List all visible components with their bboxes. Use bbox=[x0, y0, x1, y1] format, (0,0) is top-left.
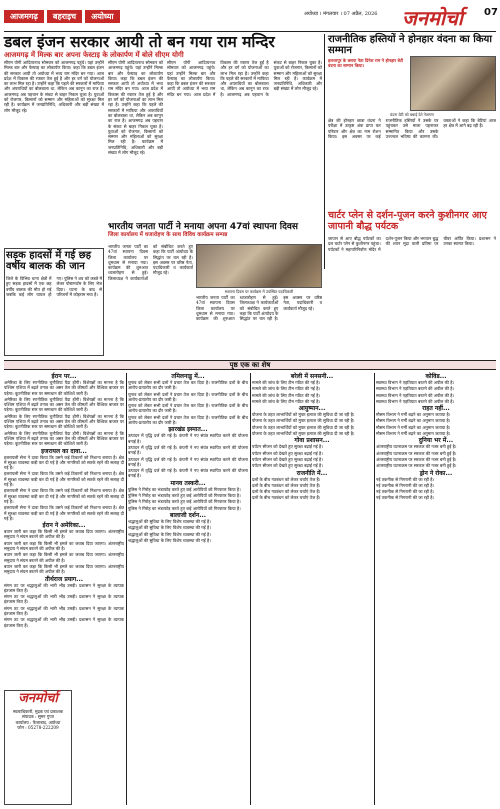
header-rule bbox=[4, 31, 496, 32]
feature-section-text: पर्यटन सीजन को देखते हुए सुरक्षा बढ़ाई गई है। bbox=[252, 444, 323, 450]
feature-section-text: चुनाव को लेकर सभी दलों ने प्रचार तेज कर दिया है। राजनीतिक दलों के बीच आरोप-प्रत्यारोप का दौर जारी है। bbox=[128, 414, 248, 426]
feature-section-text: पर्यटन सीजन को देखते हुए सुरक्षा बढ़ाई गई है। bbox=[252, 456, 323, 462]
story4-headline-block bbox=[108, 222, 324, 240]
feature-section-text: इजरायली सेना ने दावा किया कि उसने कई ठिकानों को निशाना बनाया है। क्षेत्र में सुरक्षा व्यवस्था कड़ी कर दी गई है और नागरिकों को सतर्क रहने की सलाह दी गई है। bbox=[4, 471, 124, 488]
feature-section-text: दलों के बीच गठबंधन को लेकर चर्चाएं तेज हैं। bbox=[252, 495, 321, 501]
feature-section-text: अमेरिका के लिए रणनीतिक चुनौतियां पैदा होंगी। विशेषज्ञों का मानना है कि पश्चिम एशिया में बढ़ते तनाव का असर तेल की कीमतों और वैश्विक बाजार पर पड़ेगा। कूटनीतिक स्तर पर समाधान की कोशिशें जारी हैं। bbox=[4, 413, 124, 430]
story4-body-col2: भारतीय जनता पार्टी का 47वां स्थापना दिवस जिला कार्यालय पर धूमधाम से मनाया गया। कार्यक्रम की शुरुआत ध्वजारोहण से हुई। जिलाध्यक्ष ने कार्यकर्ताओं को संबोधित करते हुए कहा कि पार्टी अंत्योदय के सिद्धांत पर चल रही है। इस अवसर पर वरिष्ठ नेता, पदाधिकारी व कार्यकर्ता मौजूद रहे। bbox=[196, 295, 322, 322]
masthead-line: फोन : 05278-222209 bbox=[17, 724, 59, 730]
story4-photo bbox=[196, 244, 322, 288]
feature-section-text: उत्पादन में वृद्धि दर्ज की गई है। कंपनी ने नए संयंत्र स्थापित करने की योजना बनाई है। bbox=[128, 444, 248, 456]
feature-section-title: ईरान ने अमेरिका... bbox=[42, 522, 86, 530]
feature-section-text: संगम तट पर श्रद्धालुओं की भारी भीड़ उमड़ी। प्रशासन ने सुरक्षा के व्यापक इंतजाम किए हैं। bbox=[4, 617, 124, 628]
feature-section-text: दलों के बीच गठबंधन को लेकर चर्चाएं तेज हैं। bbox=[252, 476, 321, 482]
feature-section-text: मामले की जांच के लिए टीम गठित की गई है। bbox=[252, 398, 321, 404]
story4-headline: भारतीय जनता पार्टी ने मनाया अपना 47वां स्थापना दिवस bbox=[108, 222, 298, 232]
feature-section-text: मौसम विभाग ने गर्मी बढ़ने का अनुमान जताया है। bbox=[376, 418, 451, 424]
feature-section-text: योजना के तहत लाभार्थियों को मुफ्त इलाज की सुविधा दी जा रही है। bbox=[252, 418, 355, 424]
feature-section-text: अमेरिका के लिए रणनीतिक चुनौतियां पैदा होंगी। विशेषज्ञों का मानना है कि पश्चिम एशिया में बढ़ते तनाव का असर तेल की कीमतों और वैश्विक बाजार पर पड़ेगा। कूटनीतिक स्तर पर समाधान की कोशिशें जारी हैं। bbox=[4, 380, 124, 396]
feature-section-title: दुनिया भर में... bbox=[418, 437, 454, 445]
story1-subhead: आजमगढ़ में मिल्क बार अपना फेस्टाइ के लोकार्पण में बोले सीएम योगी bbox=[4, 51, 184, 59]
masthead-line: संपादक : सुमन गुप्ता bbox=[22, 714, 54, 720]
feature-section-text: स्वास्थ्य विभाग ने एहतियात बरतने की अपील की है। bbox=[376, 398, 455, 404]
story2-block bbox=[328, 34, 496, 56]
feature-section-text: मामले की जांच के लिए टीम गठित की गई है। bbox=[252, 380, 321, 385]
continuation-banner bbox=[4, 360, 496, 370]
feature-section-text: उत्पादन में वृद्धि दर्ज की गई है। कंपनी ने नए संयंत्र स्थापित करने की योजना बनाई है। bbox=[128, 433, 248, 444]
feature-section-text: अंतरराष्ट्रीय घटनाक्रम पर सरकार की नजर बनी हुई है। bbox=[376, 444, 457, 450]
page-header bbox=[4, 4, 496, 30]
feature-section-text: योजना के तहत लाभार्थियों को मुफ्त इलाज की सुविधा दी जा रही है। bbox=[252, 424, 355, 430]
feature-section-text: अमेरिका के लिए रणनीतिक चुनौतियां पैदा होंगी। विशेषज्ञों का मानना है कि पश्चिम एशिया में बढ़ते तनाव का असर तेल की कीमतों और वैश्विक बाजार पर पड़ेगा। कूटनीतिक स्तर पर समाधान की कोशिशें जारी हैं। bbox=[4, 396, 124, 413]
feature-section-text: मामले की जांच के लिए टीम गठित की गई है। bbox=[252, 386, 321, 392]
feature-section-text: चुनाव को लेकर सभी दलों ने प्रचार तेज कर दिया है। राजनीतिक दलों के बीच आरोप-प्रत्यारोप का दौर जारी है। bbox=[128, 403, 248, 414]
feature-column bbox=[128, 373, 248, 805]
masthead-line: कार्यालय : फैजाबाद, अयोध्या bbox=[15, 719, 61, 725]
feature-section-text: पर्यटन सीजन को देखते हुए सुरक्षा बढ़ाई गई है। bbox=[252, 463, 323, 469]
feature-column bbox=[252, 373, 372, 805]
feature-section-text: चुनाव को लेकर सभी दलों ने प्रचार तेज कर दिया है। राजनीतिक दलों के बीच आरोप-प्रत्यारोप का दौर जारी है। bbox=[128, 391, 248, 402]
feature-section-text: इजरायली सेना ने दावा किया कि उसने कई ठिकानों को निशाना बनाया है। क्षेत्र में सुरक्षा व्यवस्था कड़ी कर दी गई है और नागरिकों को सतर्क रहने की सलाह दी गई है। bbox=[4, 454, 124, 471]
column-divider bbox=[126, 373, 127, 805]
feature-section-text: संगम तट पर श्रद्धालुओं की भारी भीड़ उमड़ी। प्रशासन ने सुरक्षा के व्यापक इंतजाम किए हैं। bbox=[4, 605, 124, 616]
feature-section-title: मानव तस्करी... bbox=[170, 479, 206, 487]
feature-section-title: राहत नहीं... bbox=[422, 405, 450, 413]
feature-section-text: श्रद्धालुओं की सुविधा के लिए विशेष व्यवस्था की गई है। bbox=[128, 525, 211, 531]
feature-section-title: राजनीति में... bbox=[296, 469, 328, 477]
feature-section-text: पुलिस ने गिरोह का भंडाफोड़ करते हुए कई आरोपियों को गिरफ्तार किया है। bbox=[128, 493, 241, 499]
feature-section-text: अमेरिका के लिए रणनीतिक चुनौतियां पैदा होंगी। विशेषज्ञों का मानना है कि पश्चिम एशिया में बढ़ते तनाव का असर तेल की कीमतों और वैश्विक बाजार पर पड़ेगा। कूटनीतिक स्तर पर समाधान की कोशिशें जारी हैं। bbox=[4, 430, 124, 447]
feature-section-text: पुलिस ने गिरोह का भंडाफोड़ करते हुए कई आरोपियों को गिरफ्तार किया है। bbox=[128, 486, 241, 492]
feature-section-title: आयुष्मान... bbox=[298, 405, 326, 413]
feature-section-text: मौसम विभाग ने गर्मी बढ़ने का अनुमान जताया है। bbox=[376, 424, 451, 430]
feature-section-text: अंतरराष्ट्रीय घटनाक्रम पर सरकार की नजर बनी हुई है। bbox=[376, 450, 457, 456]
story1-headline-block bbox=[4, 34, 322, 58]
feature-section-text: पर्यटन सीजन को देखते हुए सुरक्षा बढ़ाई गई है। bbox=[252, 450, 323, 456]
feature-section-text: पुलिस ने गिरोह का भंडाफोड़ करते हुए कई आरोपियों को गिरफ्तार किया है। bbox=[128, 505, 241, 511]
story2-lead: हलधरपुर के बसपा नेता दिनेश राम ने होनहार बेटी वंदना का सम्मान किया। bbox=[328, 58, 404, 69]
tab-azamgarh[interactable]: आजमगढ़ bbox=[4, 10, 44, 23]
story2-body: क्षेत्र की होनहार छात्रा वंदना ने परीक्षा में उत्कृष्ट अंक प्राप्त कर परिवार और क्षेत्र का नाम रोशन किया। इस अवसर पर कई राजनीतिक हस्तियों ने उसके घर पहुंचकर उसे माला पहनाकर सम्मानित किया और उसके उज्ज्वल भविष्य की कामना की। वक्ताओं ने कहा कि बेटियां आज हर क्षेत्र में आगे बढ़ रही हैं। bbox=[328, 118, 496, 139]
feature-section-text: स्वास्थ्य विभाग ने एहतियात बरतने की अपील की है। bbox=[376, 386, 455, 392]
feature-section-text: संगम तट पर श्रद्धालुओं की भारी भीड़ उमड़ी। प्रशासन ने सुरक्षा के व्यापक इंतजाम किए हैं। bbox=[4, 594, 124, 605]
feature-section-text: उत्पादन में वृद्धि दर्ज की गई है। कंपनी ने नए संयंत्र स्थापित करने की योजना बनाई है। bbox=[128, 456, 248, 467]
column-divider bbox=[250, 373, 251, 805]
story1-body-col2: सीएम योगी आदित्यनाथ सोमवार को आजमगढ़ पहुंचे। यहां उन्होंने मिल्क बार और फेस्टाइ का लोकार्पण किया। कहा कि डबल इंजन की सरकार आयी तो अयोध्या में भव्य राम मंदिर बन गया। आज प्रदेश में विकास की रफ्तार तेज हुई है और हर वर्ग को योजनाओं का लाभ मिल रहा है। उन्होंने कहा कि पहले की सरकारों में माफिया और अपराधियों का बोलबाला था, लेकिन अब कानून का राज है। आजमगढ़ अब पहचान के संकट से बाहर निकल चुका है। युवाओं को रोजगार, किसानों को सम्मान और महिलाओं को सुरक्षा मिल रही है। कार्यक्रम में जनप्रतिनिधि, अधिकारी और बड़ी संख्या में लोग मौजूद रहे। bbox=[108, 60, 163, 156]
feature-section-text: बयान जारी कर कहा कि किसी भी हमले का जवाब दिया जाएगा। अंतरराष्ट्रीय समुदाय ने संयम बरतने की अपील की है। bbox=[4, 540, 124, 552]
section-tabs bbox=[4, 10, 120, 23]
story2-caption: वंदना बेटी को बधाई देते नेतागण bbox=[390, 112, 434, 117]
continuation-columns bbox=[4, 373, 496, 805]
story1-body-col1: सीएम योगी आदित्यनाथ सोमवार को आजमगढ़ पहुंचे। यहां उन्होंने मिल्क बार और फेस्टाइ का लोकार्पण किया। कहा कि डबल इंजन की सरकार आयी तो अयोध्या में भव्य राम मंदिर बन गया। आज प्रदेश में विकास की रफ्तार तेज हुई है और हर वर्ग को योजनाओं का लाभ मिल रहा है। उन्होंने कहा कि पहले की सरकारों में माफिया और अपराधियों का बोलबाला था, लेकिन अब कानून का राज है। आजमगढ़ अब पहचान के संकट से बाहर निकल चुका है। युवाओं को रोजगार, किसानों को सम्मान और महिलाओं को सुरक्षा मिल रही है। कार्यक्रम में जनप्रतिनिधि, अधिकारी और बड़ी संख्या में लोग मौजूद रहे। bbox=[4, 60, 104, 113]
feature-section-title: तीर्थराज प्रयाग... bbox=[44, 575, 84, 583]
feature-section-text: मामले की जांच के लिए टीम गठित की गई है। bbox=[252, 392, 321, 398]
feature-section-text: स्वास्थ्य विभाग ने एहतियात बरतने की अपील की है। bbox=[376, 392, 455, 398]
story1-headline: डबल इंजन सरकार आयी तो बन गया राम मन्दिर bbox=[4, 33, 275, 51]
story2-photo bbox=[410, 56, 496, 111]
feature-section-title: बरेली में सनसनी... bbox=[290, 373, 334, 380]
feature-section-text: मौसम विभाग ने गर्मी बढ़ने का अनुमान जताया है। bbox=[376, 431, 451, 437]
story1-body-col3: सीएम योगी आदित्यनाथ सोमवार को आजमगढ़ पहुंचे। यहां उन्होंने मिल्क बार और फेस्टाइ का लोकार्पण किया। कहा कि डबल इंजन की सरकार आयी तो अयोध्या में भव्य राम मंदिर बन गया। आज प्रदेश में विकास की रफ्तार तेज हुई है और हर वर्ग को योजनाओं का लाभ मिल रहा है। उन्होंने कहा कि पहले की सरकारों में माफिया और अपराधियों का बोलबाला था, लेकिन अब कानून का राज है। आजमगढ़ अब पहचान के संकट से बाहर निकल चुका है। युवाओं को रोजगार, किसानों को सम्मान और महिलाओं को सुरक्षा मिल रही है। कार्यक्रम में जनप्रतिनिधि, अधिकारी और बड़ी संख्या में लोग मौजूद रहे। bbox=[167, 60, 322, 97]
masthead-box bbox=[4, 690, 72, 805]
story4-caption: स्थापना दिवस पर कार्यक्रम में उपस्थित पदाधिकारी bbox=[224, 289, 294, 294]
feature-section-title: ड्रोन ने रोका... bbox=[419, 469, 453, 477]
feature-section-text: संगम तट पर श्रद्धालुओं की भारी भीड़ उमड़ी। प्रशासन ने सुरक्षा के व्यापक इंतजाम किए हैं। bbox=[4, 582, 124, 593]
feature-section-text: चुनाव को लेकर सभी दलों ने प्रचार तेज कर दिया है। राजनीतिक दलों के बीच आरोप-प्रत्यारोप का दौर जारी है। bbox=[128, 380, 248, 391]
feature-section-text: श्रद्धालुओं की सुविधा के लिए विशेष व्यवस्था की गई है। bbox=[128, 518, 211, 524]
story2-headline: राजनीतिक हस्तियों ने होनहार वंदना का किया सम्मान bbox=[328, 34, 492, 56]
feature-section-title: कोविड... bbox=[425, 373, 447, 380]
story5-body: जापान से आए बौद्ध पर्यटकों का दल चार्टर प्लेन से कुशीनगर पहुंचा। पर्यटकों ने महापरिनिर्वाण मंदिर में दर्शन-पूजन किया और भगवान बुद्ध की शयन मुद्रा वाली प्रतिमा पर चीवर अर्पित किया। प्रशासन ने उनका स्वागत किया। bbox=[328, 236, 496, 252]
story5-block bbox=[328, 210, 496, 232]
feature-section-text: इजरायली सेना ने दावा किया कि उसने कई ठिकानों को निशाना बनाया है। क्षेत्र में सुरक्षा व्यवस्था कड़ी कर दी गई है और नागरिकों को सतर्क रहने की सलाह दी गई है। bbox=[4, 505, 124, 521]
feature-column bbox=[376, 373, 496, 805]
story3-body: जिले के विभिन्न थाना क्षेत्रों में हुए सड़क हादसों में एक छह वर्षीय बालक की मौत हो गई जबकि कई लोग घायल हो गए। पुलिस ने शव को कब्जे में लेकर पोस्टमार्टम के लिए भेज दिया। घटना के बाद से परिजनों में कोहराम मचा है। bbox=[6, 276, 103, 297]
feature-section-title: झारखंड इस्पात... bbox=[168, 426, 208, 434]
feature-section-title: बालाजी दर्शन... bbox=[169, 511, 207, 519]
feature-section-text: बयान जारी कर कहा कि किसी भी हमले का जवाब दिया जाएगा। अंतरराष्ट्रीय समुदाय ने संयम बरतने की अपील की है। bbox=[4, 529, 124, 540]
feature-section-text: मौसम विभाग ने गर्मी बढ़ने का अनुमान जताया है। bbox=[376, 412, 451, 418]
feature-section-text: नई तकनीक से निगरानी की जा रही है। bbox=[376, 495, 435, 501]
feature-column bbox=[4, 373, 124, 685]
page-number: 07 bbox=[484, 7, 498, 18]
feature-section-title: तमिलनाडु में... bbox=[171, 373, 205, 380]
issue-date: अयोध्या । मंगलवार । 07 अप्रैल, 2026 bbox=[304, 11, 378, 17]
feature-section-title: ईरान पर... bbox=[51, 373, 77, 380]
feature-section-text: नई तकनीक से निगरानी की जा रही है। bbox=[376, 482, 435, 488]
feature-section-text: अंतरराष्ट्रीय घटनाक्रम पर सरकार की नजर बनी हुई है। bbox=[376, 463, 457, 469]
masthead-brand: जनमोर्चा bbox=[18, 691, 58, 706]
feature-section-text: दलों के बीच गठबंधन को लेकर चर्चाएं तेज हैं। bbox=[252, 489, 321, 495]
feature-section-text: पुलिस ने गिरोह का भंडाफोड़ करते हुए कई आरोपियों को गिरफ्तार किया है। bbox=[128, 499, 241, 505]
feature-section-text: दलों के बीच गठबंधन को लेकर चर्चाएं तेज हैं। bbox=[252, 482, 321, 488]
feature-section-text: नई तकनीक से निगरानी की जा रही है। bbox=[376, 476, 435, 482]
masthead-line: स्वत्वाधिकारी, मुद्रक एवं प्रकाशक bbox=[13, 709, 63, 714]
tab-bahraich[interactable]: बहराइच bbox=[47, 10, 82, 23]
feature-section-text: बयान जारी कर कहा कि किसी भी हमले का जवाब दिया जाएगा। अंतरराष्ट्रीय समुदाय ने संयम बरतने की अपील की है। bbox=[4, 563, 124, 575]
story5-headline: चार्टर प्लेन से दर्शन-पूजन करने कुशीनगर आए जापानी बौद्ध पर्यटक bbox=[328, 210, 487, 232]
story4-subhead: जिला कार्यालय में धजारोहण के साथ विविध कार्यक्रम सम्पन्न bbox=[108, 232, 228, 238]
tab-ayodhya[interactable]: अयोध्या bbox=[85, 10, 120, 23]
brand-logo: जनमोर्चा bbox=[402, 6, 463, 30]
feature-section-text: नई तकनीक से निगरानी की जा रही है। bbox=[376, 489, 435, 495]
feature-section-title: इजरायल का दावा... bbox=[41, 447, 87, 455]
column-divider bbox=[374, 373, 375, 805]
feature-section-text: योजना के तहत लाभार्थियों को मुफ्त इलाज की सुविधा दी जा रही है। bbox=[252, 431, 355, 437]
feature-section-text: योजना के तहत लाभार्थियों को मुफ्त इलाज की सुविधा दी जा रही है। bbox=[252, 412, 355, 418]
feature-section-text: श्रद्धालुओं की सुविधा के लिए विशेष व्यवस्था की गई है। bbox=[128, 531, 211, 537]
feature-section-title: गोवा प्रशासन... bbox=[294, 437, 330, 445]
feature-section-text: स्वास्थ्य विभाग ने एहतियात बरतने की अपील की है। bbox=[376, 380, 455, 385]
feature-section-text: अंतरराष्ट्रीय घटनाक्रम पर सरकार की नजर बनी हुई है। bbox=[376, 456, 457, 462]
story4-body-col1: भारतीय जनता पार्टी का 47वां स्थापना दिवस जिला कार्यालय पर धूमधाम से मनाया गया। कार्यक्रम की शुरुआत ध्वजारोहण से हुई। जिलाध्यक्ष ने कार्यकर्ताओं को संबोधित करते हुए कहा कि पार्टी अंत्योदय के सिद्धांत पर चल रही है। इस अवसर पर वरिष्ठ नेता, पदाधिकारी व कार्यकर्ता मौजूद रहे। bbox=[108, 244, 193, 281]
story3-headline: सड़क हादसों में गई छह वर्षीय बालक की जान bbox=[6, 250, 92, 272]
story3-headline-block bbox=[6, 250, 102, 272]
feature-section-text: उत्पादन में वृद्धि दर्ज की गई है। कंपनी ने नए संयंत्र स्थापित करने की योजना बनाई है। bbox=[128, 468, 248, 479]
feature-section-text: श्रद्धालुओं की सुविधा के लिए विशेष व्यवस्था की गई है। bbox=[128, 537, 211, 543]
masthead-details bbox=[5, 707, 71, 732]
feature-section-text: बयान जारी कर कहा कि किसी भी हमले का जवाब दिया जाएगा। अंतरराष्ट्रीय समुदाय ने संयम बरतने की अपील की है। bbox=[4, 552, 124, 563]
column-divider bbox=[324, 34, 325, 269]
feature-section-text: इजरायली सेना ने दावा किया कि उसने कई ठिकानों को निशाना बनाया है। क्षेत्र में सुरक्षा व्यवस्था कड़ी कर दी गई है और नागरिकों को सतर्क रहने की सलाह दी गई है। bbox=[4, 488, 124, 504]
continuation-banner-title: पृष्ठ एक का शेष bbox=[229, 361, 271, 369]
